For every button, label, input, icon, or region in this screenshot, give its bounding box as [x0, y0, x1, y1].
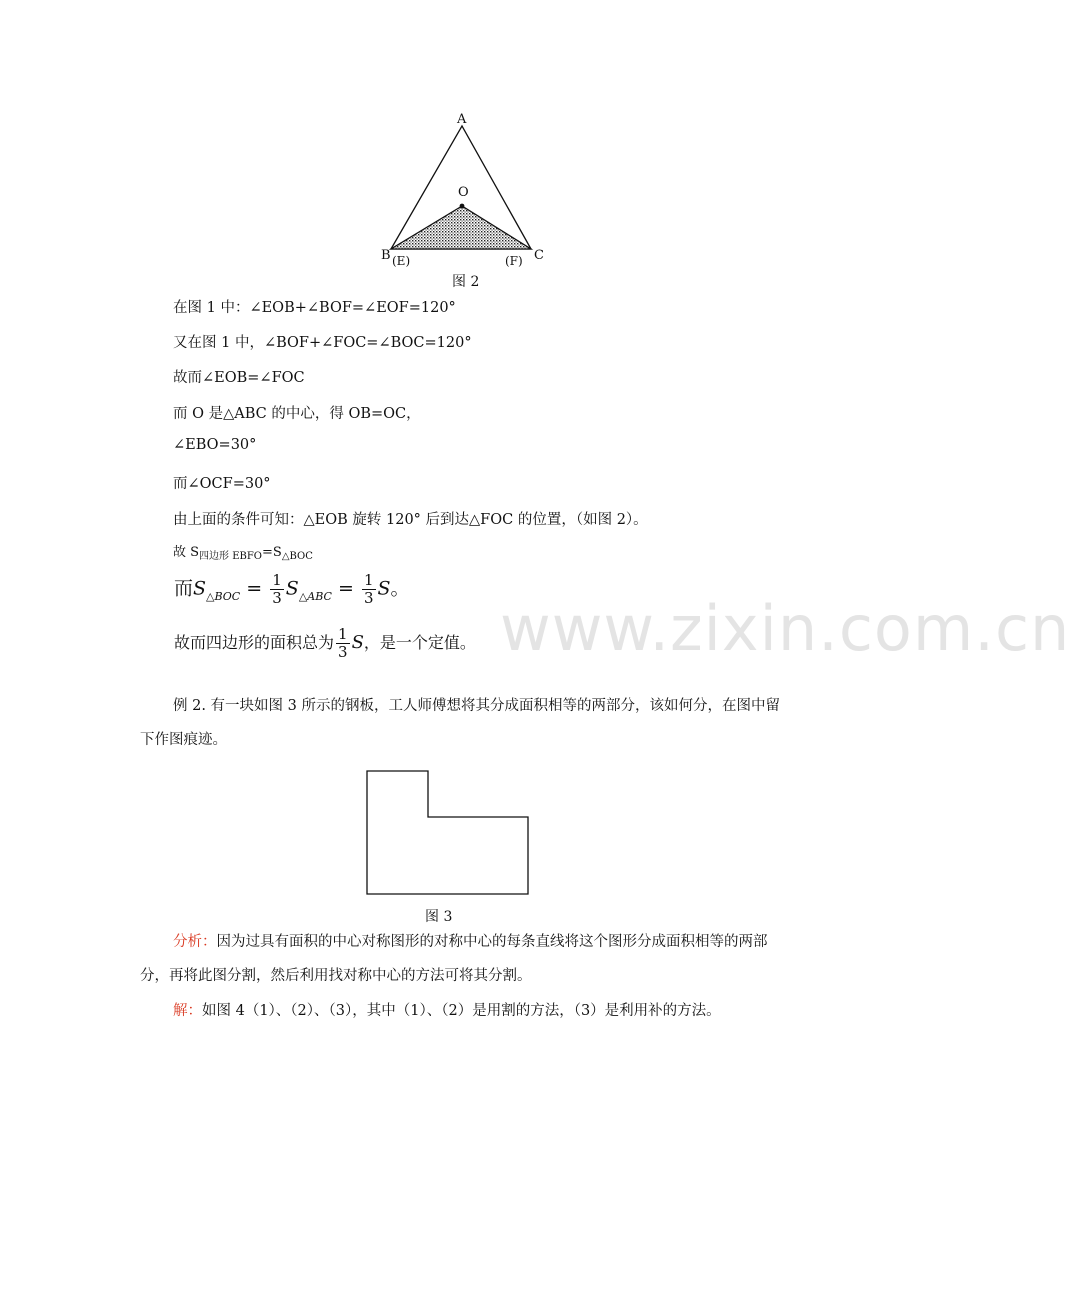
analysis-paragraph: 分析：因为过具有面积的中心对称图形的对称中心的每条直线将这个图形分成面积相等的两部分，再将此图分割，然后利用找对称中心的方法可将其分割。: [140, 934, 768, 984]
analysis-label: 分析：: [173, 934, 217, 950]
figure-3-steel-plate: [360, 764, 536, 904]
label-c: C: [534, 248, 544, 263]
figure-2-caption: 图 2: [452, 274, 480, 290]
formula-area-boc: 而$S_{\triangle BOC}$ = $\frac{1}{3}$ $S_{\triangle ABC}$ = $\frac{1}{3}$ S。: [174, 571, 410, 607]
solution-label: 解：: [173, 1003, 202, 1019]
area-equality-line: 故 $S_{四边形 EBFO}=S_{\triangle BOC}$: [173, 545, 313, 562]
text-line-4: 而 O 是△ABC 的中心，得 OB=OC，: [173, 406, 421, 422]
text-line-6: 而∠OCF=30°: [173, 476, 271, 492]
label-f: (F): [505, 254, 523, 268]
label-a: A: [457, 112, 467, 127]
text-line-3: 故而∠EOB=∠FOC: [173, 370, 305, 386]
watermark: www.zixin.com.cn: [500, 592, 1070, 665]
label-o: O: [458, 185, 469, 200]
solution-paragraph: 解：如图 4（1）、（2）、（3），其中（1）、（2）是用割的方法，（3）是利用补的方法。: [173, 1003, 721, 1019]
text-line-5: ∠EBO=30°: [173, 437, 257, 453]
text-line-7: 由上面的条件可知：△EOB 旋转 120° 后到达△FOC 的位置，（如图 2）。: [173, 512, 648, 528]
example-2-paragraph: 例 2. 有一块如图 3 所示的钢板，工人师傅想将其分成面积相等的两部分，该如何分，在图中留下作图痕迹。: [140, 698, 780, 748]
text-line-2: 又在图 1 中，∠BOF+∠FOC=∠BOC=120°: [173, 335, 472, 351]
center-point-o: [460, 204, 465, 209]
label-e: (E): [392, 254, 411, 268]
label-b: B: [381, 248, 391, 263]
formula-constant-area: 故而四边形的面积总为 $\frac{1}{3}$ S，是一个定值。: [174, 625, 476, 661]
text-line-1: 在图 1 中：∠EOB+∠BOF=∠EOF=120°: [173, 300, 456, 316]
figure-3-caption: 图 3: [425, 909, 453, 925]
